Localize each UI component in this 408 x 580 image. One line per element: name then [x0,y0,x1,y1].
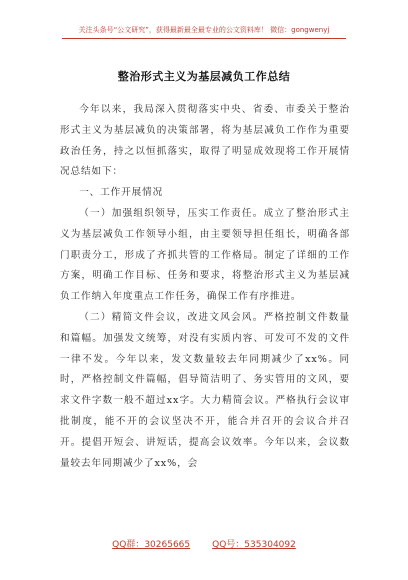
paragraph-intro: 今年以来，我局深入贯彻落实中央、省委、市委关于整治形式主义为基层减负的决策部署，将为基层减负工作作为重要政治任务，持之以恒抓落实，取得了明显成效现将工作开展情况总结如下： [60,104,350,178]
header-divider [62,38,346,39]
paragraph-streamline: （二）精简文件会议，改进文风会风。严格控制文件数量和篇幅。加强发文统筹，对没有实质内容、可发可不发的文件一律不发。今年以来，发文数量较去年同期减少了xx%。同时，严格控制文件篇幅，倡导简洁明了、务实管用的文风，要求文件字数一般不超过xx字。大力精简会议。严格执行会议审批制度，能不开的会议坚决不开，能合并召开的会议合并召开。提倡开短会、讲短话，提高会议效率。今年以来，会议数量较去年同期减少了xx%，会 [60,311,350,469]
footer-qq-group[interactable]: QQ群：30265665 [112,540,191,550]
footer-qq[interactable]: QQ号：535304092 [212,540,296,550]
document-title: 整治形式主义为基层减负工作总结 [117,70,291,83]
header-banner: 关注头条号“公文研究”，获得最新最全最专业的公文资料库！ 微信：gongwenyj [78,26,330,34]
paragraph-organization: （一）加强组织领导，压实工作责任。成立了整治形式主义为基层减负工作领导小组，由主要领导担任组长，明确各部门职责分工，形成了齐抓共管的工作格局。制定了详细的工作方案，明确工作目标、任务和要求，将整治形式主义为基层减负工作纳入年度重点工作任务，确保工作有序推进。 [60,207,350,303]
footer-contact [0,537,408,550]
document-body [60,100,350,474]
section-heading: 一、工作开展情况 [79,187,164,199]
